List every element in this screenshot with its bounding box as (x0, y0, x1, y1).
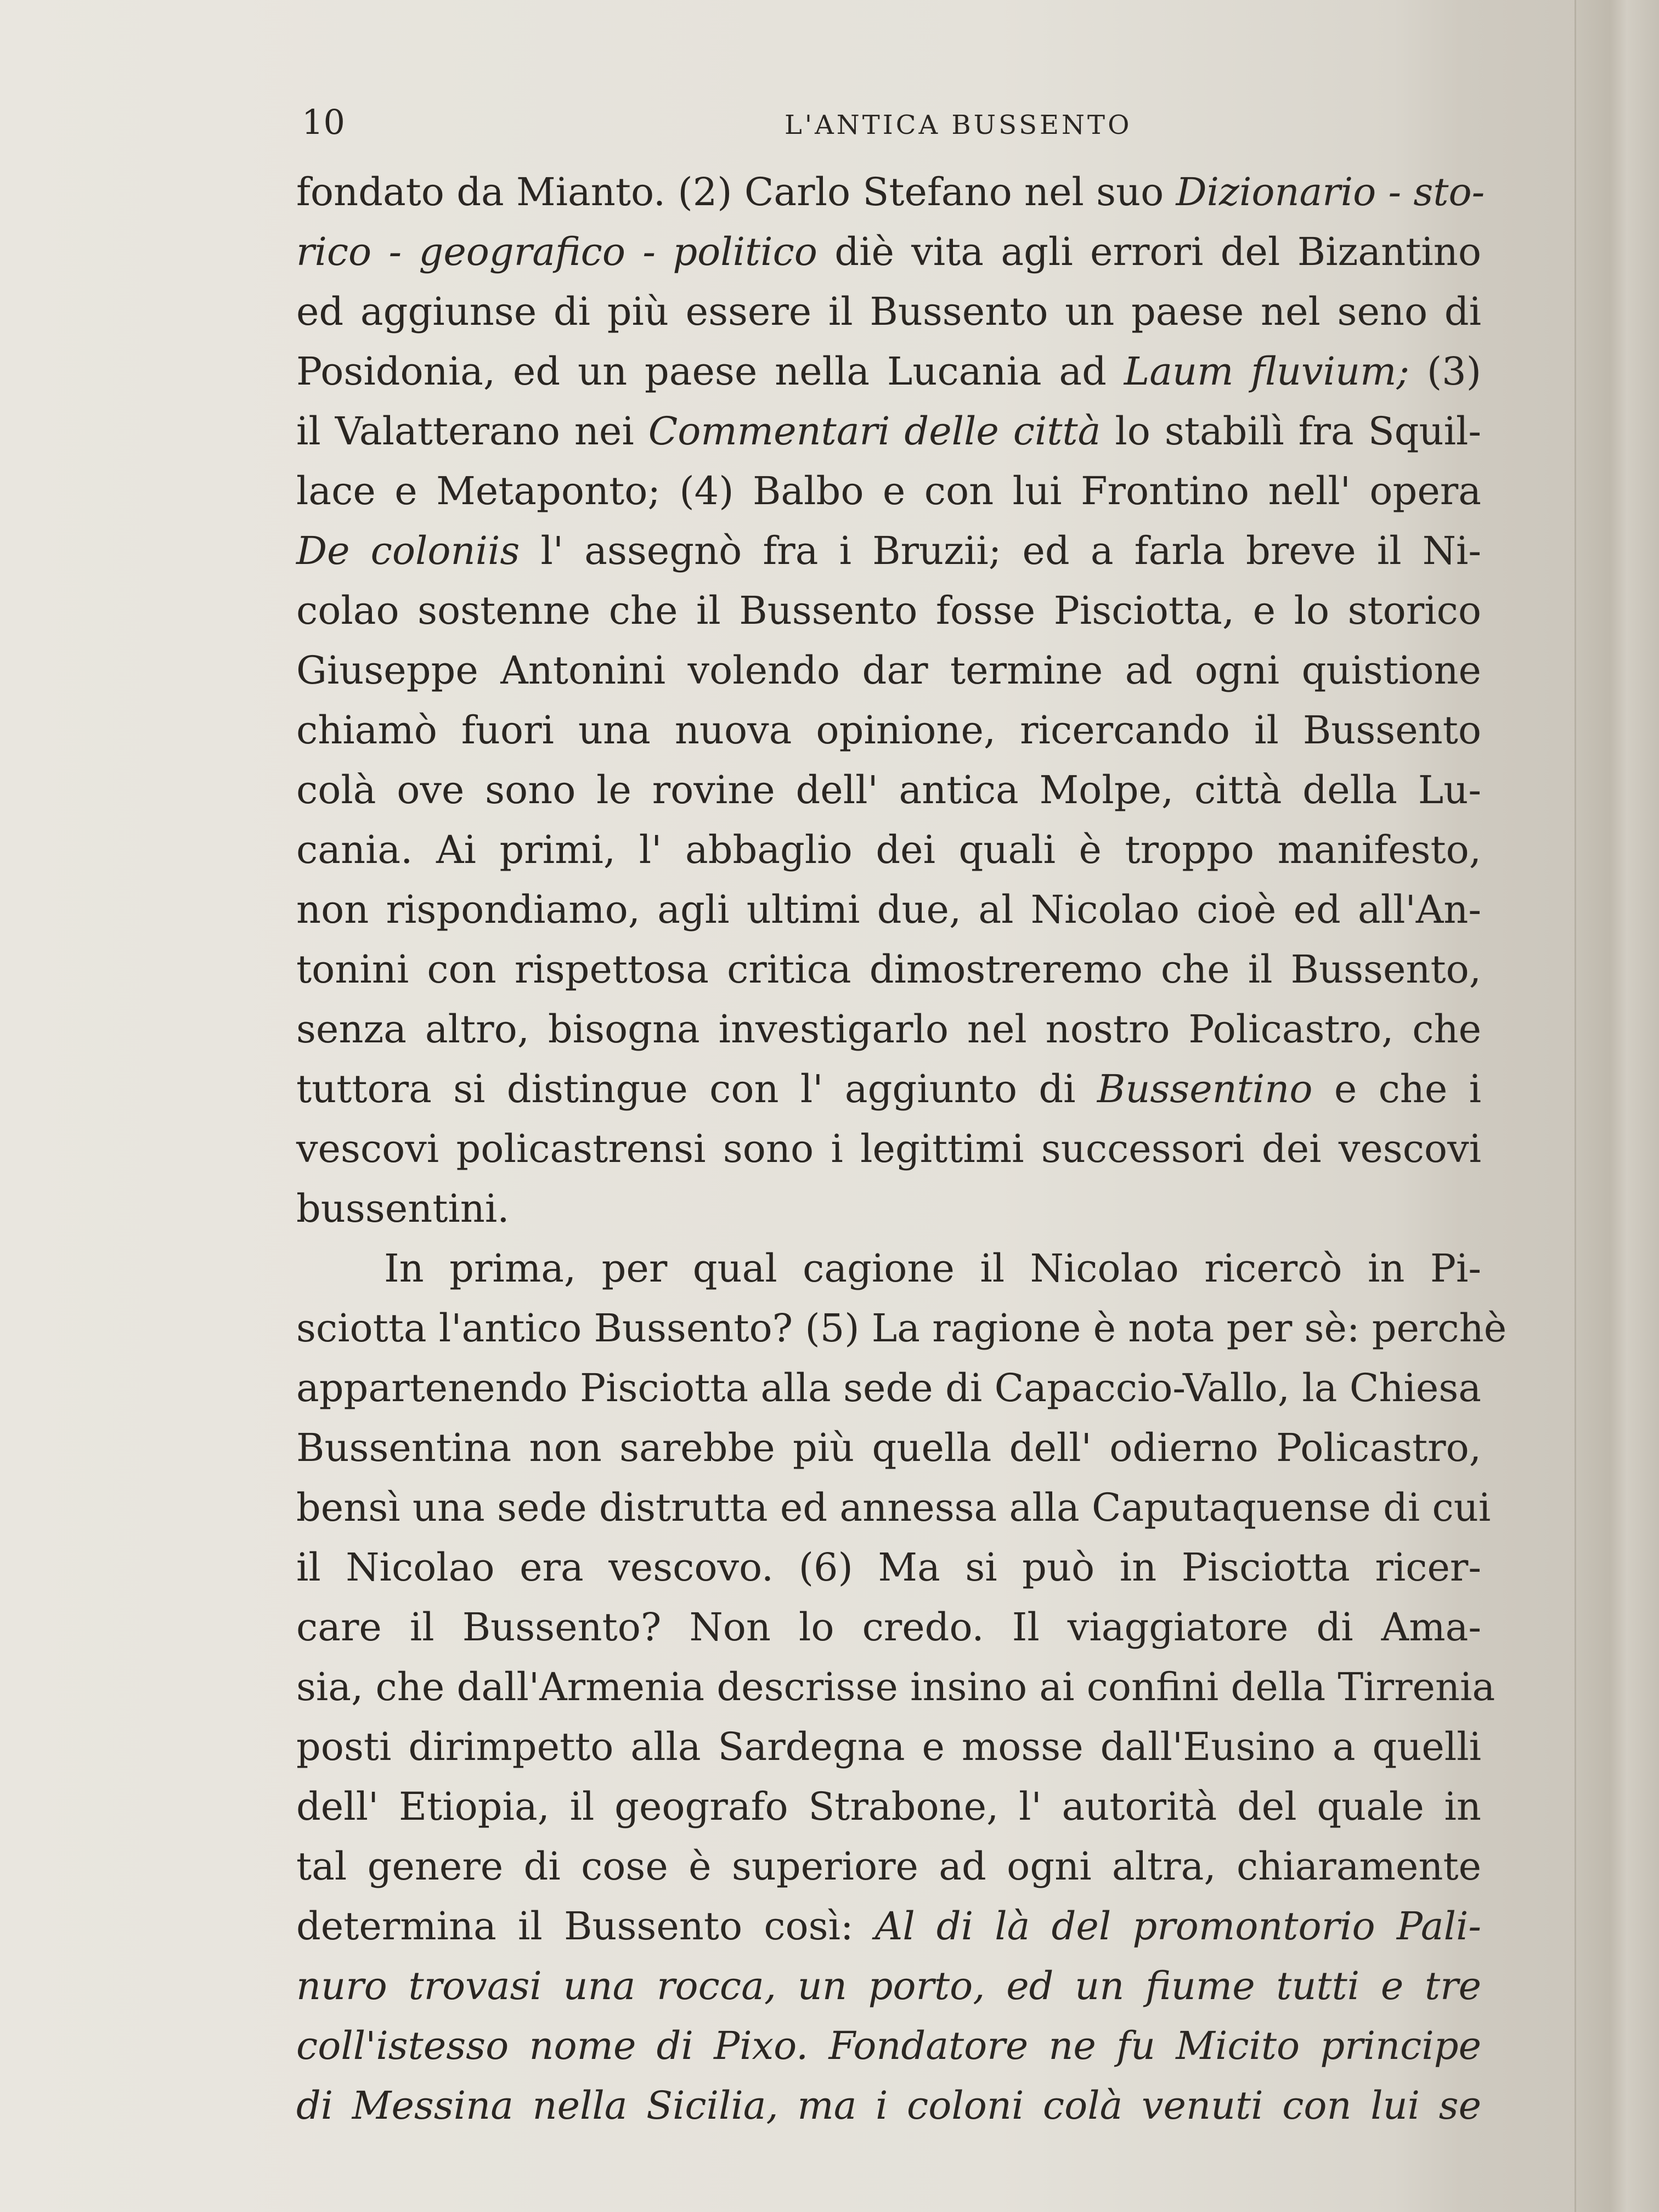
text-segment: diè vita agli errori del Bizantino (817, 229, 1481, 274)
text-segment: chiamò fuori una nuova opinione, ricercando il Bussento (296, 708, 1481, 753)
text-line (296, 521, 1481, 581)
text-line (296, 1239, 1481, 1299)
text-line (296, 1299, 1507, 1358)
body-text (296, 162, 1507, 2136)
text-segment: fondato da Mianto. (2) Carlo Stefano nel suo (296, 170, 1176, 215)
italic-text: di Messina nella Sicilia, ma i coloni colà venuti con lui se (296, 2083, 1481, 2128)
text-segment: colao sostenne che il Bussento fosse Pisciotta, e lo storico (296, 588, 1481, 633)
text-segment: care il Bussento? Non lo credo. Il viaggiatore di Ama- (296, 1605, 1481, 1650)
text-segment: Posidonia, ed un paese nella Lucania ad (296, 349, 1124, 394)
text-segment: appartenendo Pisciotta alla sede di Capaccio-Vallo, la Chiesa (296, 1365, 1481, 1410)
text-segment: lo stabilì fra Squil- (1101, 409, 1481, 454)
text-line (296, 1598, 1481, 1657)
text-segment: il Nicolao era vescovo. (6) Ma si può in Pisciotta ricer- (296, 1545, 1481, 1590)
italic-text: De coloniis (296, 528, 520, 573)
italic-text: Al di là del promontorio Pali- (874, 1904, 1481, 1949)
page-header (302, 98, 1454, 147)
text-line (296, 1956, 1481, 2016)
text-line (296, 1418, 1481, 1478)
italic-text: Laum fluvium; (1124, 349, 1410, 394)
text-line (296, 282, 1481, 342)
italic-text: coll'istesso nome di Pixo. Fondatore ne fu Micito principe (296, 2023, 1481, 2068)
italic-text: Dizionario - sto- (1176, 170, 1485, 215)
text-line (296, 461, 1481, 521)
text-segment: colà ove sono le rovine dell' antica Molpe, città della Lu- (296, 768, 1481, 812)
italic-text: rico - geografico - politico (296, 229, 817, 274)
page-number: 10 (302, 102, 345, 142)
text-line (296, 1478, 1491, 1538)
text-segment: Giuseppe Antonini volendo dar termine ad ogni quistione (296, 648, 1481, 693)
text-line (296, 760, 1481, 820)
text-segment: tonini con rispettosa critica dimostreremo che il Bussento, (296, 947, 1481, 992)
text-segment: In prima, per qual cagione il Nicolao ricercò in Pi- (384, 1246, 1481, 1291)
text-segment: posti dirimpetto alla Sardegna e mosse dall'Eusino a quelli (296, 1724, 1481, 1769)
text-line (296, 222, 1481, 282)
text-line (296, 342, 1481, 402)
text-segment: lace e Metaponto; (4) Balbo e con lui Frontino nell' opera (296, 469, 1481, 514)
italic-text: nuro trovasi una rocca, un porto, ed un fiume tutti e tre (296, 1963, 1481, 2008)
text-segment: vescovi policastrensi sono i legittimi successori dei vescovi (296, 1126, 1481, 1171)
text-line (296, 1000, 1481, 1059)
book-page (241, 82, 1507, 2167)
text-line (296, 1777, 1481, 1837)
text-line (296, 1059, 1481, 1119)
text-line (296, 1538, 1481, 1598)
text-segment: sia, che dall'Armenia descrisse insino ai confini della Tirrenia (296, 1664, 1496, 1709)
italic-text: Commentari delle città (648, 409, 1101, 454)
text-segment: dell' Etiopia, il geografo Strabone, l' autorità del quale in (296, 1784, 1481, 1829)
next-page-edge (1575, 0, 1659, 2212)
text-line (296, 1119, 1481, 1179)
text-line (296, 1657, 1496, 1717)
text-line (296, 701, 1481, 760)
text-segment: ed aggiunse di più essere il Bussento un paese nel seno di (296, 289, 1481, 334)
text-line (296, 940, 1481, 1000)
text-line (296, 641, 1481, 701)
text-line (296, 1897, 1481, 1956)
text-segment: l' assegnò fra i Bruzii; ed a farla breve il Ni- (520, 528, 1482, 573)
text-segment: cania. Ai primi, l' abbaglio dei quali è troppo manifesto, (296, 827, 1481, 872)
text-segment: e che i (1312, 1066, 1481, 1111)
text-segment: Bussentina non sarebbe più quella dell' odierno Policastro, (296, 1425, 1481, 1470)
text-line (296, 2076, 1481, 2136)
text-line (296, 402, 1481, 461)
text-segment: (3) (1409, 349, 1482, 394)
text-segment: determina il Bussento così: (296, 1904, 875, 1949)
text-line (296, 1837, 1481, 1897)
text-line (296, 820, 1481, 880)
text-segment: bussentini. (296, 1186, 510, 1231)
text-segment: senza altro, bisogna investigarlo nel nostro Policastro, che (296, 1007, 1481, 1052)
text-line (296, 162, 1485, 222)
text-segment: il Valatterano nei (296, 409, 648, 454)
running-title: L'ANTICA BUSSENTO (785, 110, 1132, 140)
text-segment: tuttora si distingue con l' aggiunto di (296, 1066, 1097, 1111)
text-line (296, 1358, 1481, 1418)
text-line (296, 880, 1481, 940)
text-segment: sciotta l'antico Bussento? (5) La ragione è nota per sè: perchè (296, 1306, 1507, 1351)
text-segment: tal genere di cose è superiore ad ogni altra, chiaramente (296, 1844, 1481, 1889)
text-line (296, 1179, 1481, 1239)
italic-text: Bussentino (1097, 1066, 1313, 1111)
text-line (296, 1717, 1481, 1777)
text-line (296, 581, 1481, 641)
text-segment: bensì una sede distrutta ed annessa alla Caputaquense di cui (296, 1485, 1491, 1530)
text-line (296, 2016, 1481, 2076)
text-segment: non rispondiamo, agli ultimi due, al Nicolao cioè ed all'An- (296, 887, 1481, 932)
